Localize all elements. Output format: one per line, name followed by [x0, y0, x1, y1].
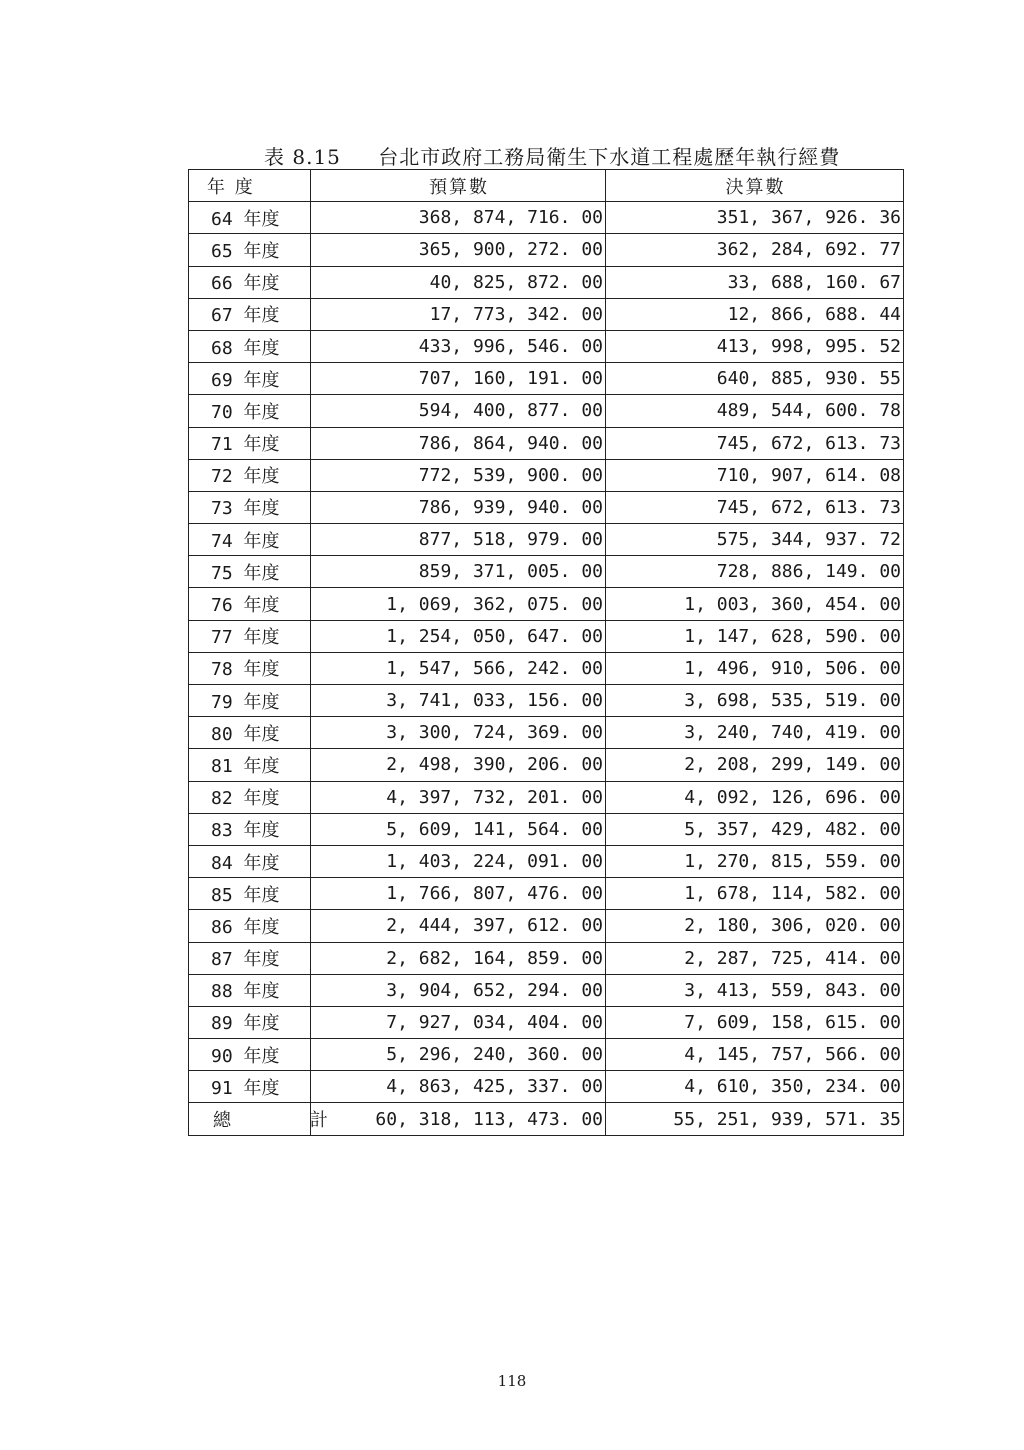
year-cell: 79 年度 [189, 685, 311, 717]
budget-cell: 4, 863, 425, 337. 00 [311, 1071, 606, 1103]
budget-cell: 786, 864, 940. 00 [311, 427, 606, 459]
budget-cell: 433, 996, 546. 00 [311, 330, 606, 362]
final-accounts-cell: 4, 610, 350, 234. 00 [606, 1071, 904, 1103]
year-cell: 77 年度 [189, 620, 311, 652]
year-cell: 80 年度 [189, 717, 311, 749]
budget-cell: 3, 904, 652, 294. 00 [311, 974, 606, 1006]
final-accounts-cell: 745, 672, 613. 73 [606, 491, 904, 523]
final-accounts-cell: 710, 907, 614. 08 [606, 459, 904, 491]
table-row [189, 845, 904, 877]
final-accounts-cell: 413, 998, 995. 52 [606, 330, 904, 362]
table-row [189, 813, 904, 845]
year-cell: 88 年度 [189, 974, 311, 1006]
budget-cell: 5, 609, 141, 564. 00 [311, 813, 606, 845]
final-accounts-cell: 1, 147, 628, 590. 00 [606, 620, 904, 652]
table-row [189, 524, 904, 556]
table-row [189, 685, 904, 717]
final-accounts-cell: 7, 609, 158, 615. 00 [606, 1006, 904, 1038]
final-accounts-cell: 745, 672, 613. 73 [606, 427, 904, 459]
final-accounts-cell: 3, 698, 535, 519. 00 [606, 685, 904, 717]
year-cell: 71 年度 [189, 427, 311, 459]
year-cell: 90 年度 [189, 1039, 311, 1071]
year-cell: 76 年度 [189, 588, 311, 620]
budget-cell: 7, 927, 034, 404. 00 [311, 1006, 606, 1038]
year-cell: 81 年度 [189, 749, 311, 781]
table-row [189, 910, 904, 942]
table-row [189, 781, 904, 813]
final-accounts-cell: 351, 367, 926. 36 [606, 202, 904, 234]
final-accounts-cell: 1, 003, 360, 454. 00 [606, 588, 904, 620]
year-cell: 89 年度 [189, 1006, 311, 1038]
budget-cell: 17, 773, 342. 00 [311, 298, 606, 330]
table-row [189, 556, 904, 588]
year-cell: 87 年度 [189, 942, 311, 974]
table-row [189, 202, 904, 234]
year-cell: 67 年度 [189, 298, 311, 330]
final-accounts-cell: 3, 413, 559, 843. 00 [606, 974, 904, 1006]
final-accounts-cell: 1, 678, 114, 582. 00 [606, 878, 904, 910]
budget-cell: 1, 403, 224, 091. 00 [311, 845, 606, 877]
year-cell: 75 年度 [189, 556, 311, 588]
budget-table [188, 169, 904, 1136]
final-accounts-cell: 640, 885, 930. 55 [606, 363, 904, 395]
final-accounts-cell: 12, 866, 688. 44 [606, 298, 904, 330]
budget-cell: 2, 682, 164, 859. 00 [311, 942, 606, 974]
table-caption [264, 141, 840, 170]
table-row [189, 974, 904, 1006]
table-title: 台北市政府工務局衛生下水道工程處歷年執行經費 [378, 145, 841, 169]
table-row [189, 395, 904, 427]
year-cell: 86 年度 [189, 910, 311, 942]
table-row [189, 1071, 904, 1103]
total-label-cell: 總 計 [189, 1103, 311, 1135]
final-accounts-cell: 362, 284, 692. 77 [606, 234, 904, 266]
final-accounts-cell: 489, 544, 600. 78 [606, 395, 904, 427]
header-final-accounts: 決算數 [606, 170, 904, 202]
final-accounts-cell: 1, 496, 910, 506. 00 [606, 652, 904, 684]
budget-cell: 3, 741, 033, 156. 00 [311, 685, 606, 717]
table-row [189, 1039, 904, 1071]
budget-cell: 1, 766, 807, 476. 00 [311, 878, 606, 910]
table-row [189, 652, 904, 684]
budget-cell: 368, 874, 716. 00 [311, 202, 606, 234]
table-row [189, 620, 904, 652]
page-number: 118 [497, 1372, 527, 1390]
final-accounts-cell: 3, 240, 740, 419. 00 [606, 717, 904, 749]
year-cell: 83 年度 [189, 813, 311, 845]
total-final-accounts-cell: 55, 251, 939, 571. 35 [606, 1103, 904, 1135]
table-number: 表 8.15 [264, 145, 341, 169]
table-row [189, 234, 904, 266]
budget-cell: 707, 160, 191. 00 [311, 363, 606, 395]
table-row [189, 427, 904, 459]
table-row [189, 330, 904, 362]
year-cell: 70 年度 [189, 395, 311, 427]
budget-cell: 2, 498, 390, 206. 00 [311, 749, 606, 781]
final-accounts-cell: 2, 180, 306, 020. 00 [606, 910, 904, 942]
year-cell: 65 年度 [189, 234, 311, 266]
budget-cell: 1, 547, 566, 242. 00 [311, 652, 606, 684]
budget-cell: 859, 371, 005. 00 [311, 556, 606, 588]
year-cell: 78 年度 [189, 652, 311, 684]
header-year: 年 度 [189, 170, 311, 202]
final-accounts-cell: 575, 344, 937. 72 [606, 524, 904, 556]
final-accounts-cell: 33, 688, 160. 67 [606, 266, 904, 298]
year-cell: 66 年度 [189, 266, 311, 298]
header-budget: 預算數 [311, 170, 606, 202]
table-row [189, 459, 904, 491]
final-accounts-cell: 2, 287, 725, 414. 00 [606, 942, 904, 974]
year-cell: 74 年度 [189, 524, 311, 556]
year-cell: 69 年度 [189, 363, 311, 395]
table-body [189, 202, 904, 1135]
table-header-row [189, 170, 904, 202]
year-cell: 82 年度 [189, 781, 311, 813]
final-accounts-cell: 2, 208, 299, 149. 00 [606, 749, 904, 781]
year-cell: 73 年度 [189, 491, 311, 523]
year-cell: 91 年度 [189, 1071, 311, 1103]
final-accounts-cell: 728, 886, 149. 00 [606, 556, 904, 588]
table-row [189, 491, 904, 523]
year-cell: 64 年度 [189, 202, 311, 234]
budget-cell: 1, 069, 362, 075. 00 [311, 588, 606, 620]
table-row [189, 588, 904, 620]
year-cell: 85 年度 [189, 878, 311, 910]
table-row [189, 878, 904, 910]
year-cell: 72 年度 [189, 459, 311, 491]
final-accounts-cell: 4, 092, 126, 696. 00 [606, 781, 904, 813]
total-budget-cell: 60, 318, 113, 473. 00 [311, 1103, 606, 1135]
table-row [189, 717, 904, 749]
total-row [189, 1103, 904, 1135]
budget-cell: 1, 254, 050, 647. 00 [311, 620, 606, 652]
budget-cell: 365, 900, 272. 00 [311, 234, 606, 266]
table-row [189, 363, 904, 395]
budget-cell: 4, 397, 732, 201. 00 [311, 781, 606, 813]
budget-cell: 2, 444, 397, 612. 00 [311, 910, 606, 942]
table-row [189, 749, 904, 781]
table-row [189, 266, 904, 298]
budget-cell: 786, 939, 940. 00 [311, 491, 606, 523]
budget-cell: 40, 825, 872. 00 [311, 266, 606, 298]
budget-cell: 772, 539, 900. 00 [311, 459, 606, 491]
final-accounts-cell: 4, 145, 757, 566. 00 [606, 1039, 904, 1071]
budget-cell: 877, 518, 979. 00 [311, 524, 606, 556]
budget-cell: 5, 296, 240, 360. 00 [311, 1039, 606, 1071]
year-cell: 68 年度 [189, 330, 311, 362]
final-accounts-cell: 1, 270, 815, 559. 00 [606, 845, 904, 877]
table-row [189, 942, 904, 974]
budget-cell: 3, 300, 724, 369. 00 [311, 717, 606, 749]
table-row [189, 298, 904, 330]
year-cell: 84 年度 [189, 845, 311, 877]
final-accounts-cell: 5, 357, 429, 482. 00 [606, 813, 904, 845]
table-row [189, 1006, 904, 1038]
budget-cell: 594, 400, 877. 00 [311, 395, 606, 427]
